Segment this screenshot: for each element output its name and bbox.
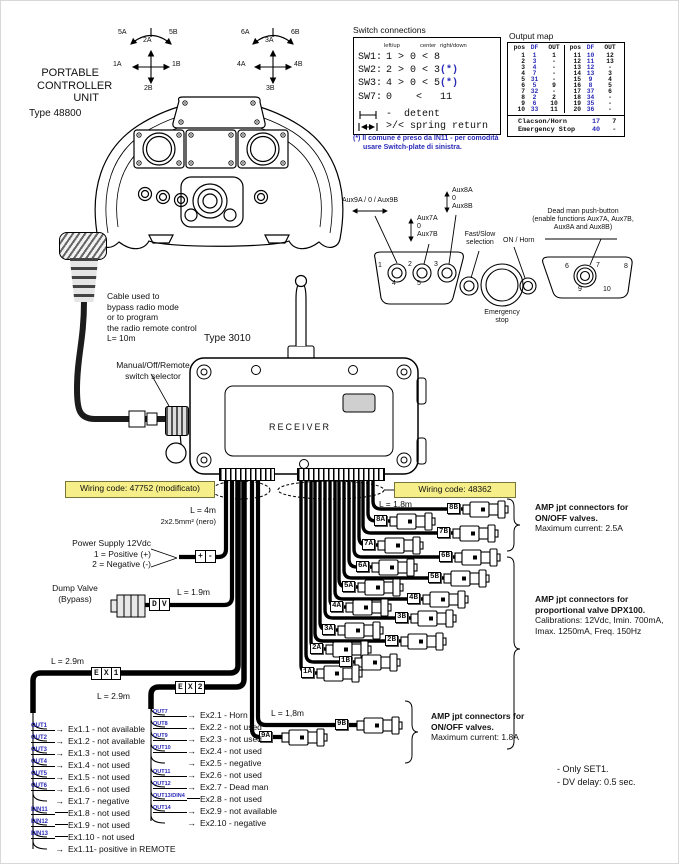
ex2-list-item: OUT12 → Ex2.7 - Dead man	[153, 781, 269, 792]
wiring-code-left-badge: Wiring code: 47752 (modificato)	[65, 481, 215, 498]
receiver-drawing	[190, 276, 426, 475]
wiring-code-right-badge: Wiring code: 48362	[394, 482, 516, 498]
aux9-label: Aux9A / 0 / Aux9B	[342, 197, 399, 204]
length-label-19: L = 1.9m	[177, 587, 210, 597]
output-map-row: 4 7 - 14 13 3	[521, 70, 612, 77]
wire-label-7b: 7B	[439, 528, 449, 536]
wire-label-8b: 8B	[449, 504, 459, 512]
ex1-list-item: OUT3 → Ex1.3 - not used	[31, 747, 130, 758]
joystick-label-1a: 1A	[113, 61, 122, 68]
joystick-label-6b: 6B	[291, 29, 300, 36]
valve-icon	[111, 595, 145, 617]
amp-note-proportional: AMP jpt connectors for proportional valve DPX100. Calibrations: 12Vdc, Imin. 700mA, Imax. 1250mA, Freq. 150Hz	[535, 594, 664, 636]
joystick-label-5a: 5A	[118, 29, 127, 36]
ex1-list-item: DIN13 Ex1.10 - not used	[31, 831, 135, 842]
plug-4b-icon	[423, 591, 468, 608]
plug-8b-icon	[463, 501, 508, 518]
output-map-row: 8 2 2 18 34 -	[521, 94, 612, 101]
output-map-header: pos DF OUT pos DF OUT	[513, 44, 616, 51]
sw-row: SW7: 0 < 11	[358, 92, 453, 103]
col-header-rightdown: right/down	[440, 43, 467, 49]
fast-slow-button-icon	[460, 277, 478, 295]
panel-number: 6	[565, 263, 569, 270]
footer-notes: - Only SET1. - DV delay: 0.5 sec.	[557, 764, 636, 787]
wire-label-1a: 1A	[303, 668, 313, 676]
ex1-list-item: DIN12 Ex1.9 - not used	[31, 819, 130, 830]
receiver-right-terminal-block	[297, 468, 385, 481]
legend-spring-return: >/< spring return	[358, 121, 488, 132]
plug-7b-icon	[453, 525, 498, 542]
spring-return-icon	[358, 122, 378, 132]
joystick-label-4b: 4B	[294, 61, 303, 68]
wire-label-5a: 5A	[344, 582, 354, 590]
ex1-list-item: OUT5 → Ex1.5 - not used	[31, 771, 130, 782]
length-label-29-ex2: L = 2.9m	[97, 691, 130, 701]
wire-label-8a: 8A	[376, 516, 386, 524]
output-map-row: 7 32 - 17 37 6	[521, 88, 612, 95]
output-map-table	[507, 42, 625, 137]
col-header-leftup: left/up	[384, 43, 400, 49]
ex2-list-item: OUT11 → Ex2.6 - not used	[153, 769, 262, 780]
switch-connections-table	[353, 37, 501, 135]
plug-5b-icon	[444, 570, 489, 587]
switch-connections-title: Switch connections	[353, 25, 426, 35]
dump-valve-note: Dump Valve (Bypass)	[52, 583, 98, 604]
ex2-connector-badge: E X 2	[175, 681, 205, 694]
output-map-title: Output map	[509, 31, 554, 41]
plug-7a-icon	[378, 537, 423, 554]
joystick-label-2b: 2B	[144, 85, 153, 92]
panel-number: 8	[624, 263, 628, 270]
ex1-list-item: OUT4 → Ex1.4 - not used	[31, 759, 130, 770]
plug-3a-icon	[338, 622, 383, 639]
plug-1b-icon	[355, 654, 400, 671]
legend-detent: - detent	[358, 109, 440, 120]
panel-number: 9	[578, 286, 582, 293]
ex2-list-item: OUT7 → Ex2.1 - Horn	[153, 709, 248, 720]
wire-label-7a: 7A	[364, 540, 374, 548]
wire-label-3b: 3B	[397, 613, 407, 621]
plug-4a-icon	[346, 599, 391, 616]
wire-label-9b: 9B	[337, 720, 347, 728]
page-title: PORTABLE CONTROLLER UNIT	[37, 67, 113, 104]
power-connector-badge: + -	[195, 550, 216, 563]
ex2-list-item: → Ex2.10 - negative	[187, 817, 267, 828]
output-map-row: 10 33 11 20 36 -	[517, 106, 612, 113]
panel-number: 4	[392, 280, 396, 287]
plug-3b-icon	[411, 610, 456, 627]
plug-5a-icon	[358, 579, 403, 596]
receiver-type-label: Type 3010	[204, 333, 251, 344]
controller-unit-drawing	[95, 97, 343, 249]
receiver-side-connector-icon	[165, 406, 189, 436]
on-horn-button-icon	[520, 278, 536, 294]
output-map-row: 9 6 10 19 35 -	[521, 100, 612, 107]
panel-number: 1	[378, 262, 382, 269]
joystick-label-3b: 3B	[266, 85, 275, 92]
plug-9b-icon	[357, 717, 402, 734]
plug-8a-icon	[390, 513, 435, 530]
plug-2b-icon	[401, 633, 446, 650]
emergency-stop-button-icon	[481, 264, 523, 306]
sw-row: SW1: 1 > 0 < 8	[358, 52, 441, 63]
length-label-4m: L = 4m	[190, 505, 216, 515]
ex1-connector-badge: E X 1	[91, 667, 121, 680]
wire-label-4a: 4A	[332, 602, 342, 610]
on-horn-label: ON / Horn	[503, 237, 535, 244]
ex2-list	[153, 709, 277, 829]
wire-label-4b: 4B	[409, 594, 419, 602]
joystick-label-3a: 3A	[265, 37, 274, 44]
plug-9a-icon	[282, 729, 327, 746]
brace-onoff-bottom-icon	[405, 701, 418, 763]
receiver-left-terminal-block	[219, 468, 275, 481]
aux7-label: Aux7A 0 Aux7B	[417, 215, 438, 238]
cable-plug-icon	[59, 232, 107, 260]
output-map-row: 2 3 - 12 11 13	[521, 58, 614, 65]
output-map-horn-row: Clacson/Horn 17 7	[518, 118, 617, 126]
aux8-label: Aux8A 0 Aux8B	[452, 187, 473, 210]
ex2-list-item: OUT10 → Ex2.4 - not used	[153, 745, 262, 756]
switch-footnote: (*) Il comune è preso da IN11 - per comodità usare Switch-plate di sinistra.	[353, 135, 499, 151]
wire-label-6a: 6A	[358, 562, 368, 570]
panel-number: 3	[434, 261, 438, 268]
panel-number: 7	[596, 262, 600, 269]
emergency-stop-label: Emergency stop	[484, 309, 520, 324]
ex2-list-item: OUT8 → Ex2.2 - not used	[153, 721, 262, 732]
brace-onoff-top-icon	[507, 499, 520, 551]
amp-note-onoff-top: AMP jpt connectors for ON/OFF valves. Maximum current: 2.5A	[535, 502, 629, 533]
ex2-list-item: → Ex2.5 - negative	[187, 757, 262, 768]
sw-row: SW3: 4 > 0 < 5 (*)	[358, 78, 459, 89]
joystick-label-5b: 5B	[169, 29, 178, 36]
output-map-estop-row: Emergency Stop 40 -	[518, 126, 617, 134]
spec-label-nero: 2x2.5mm² (nero)	[160, 517, 216, 526]
wire-label-5b: 5B	[430, 573, 440, 581]
detent-icon	[358, 110, 378, 120]
wire-label-2a: 2A	[312, 644, 322, 652]
ex1-list-item: OUT6 → Ex1.6 - not used	[31, 783, 130, 794]
joystick-label-1b: 1B	[172, 61, 181, 68]
wire-label-3a: 3A	[324, 625, 334, 633]
length-label-18-bottom: L = 1,8m	[271, 708, 304, 718]
fast-slow-label: Fast/Slow selection	[464, 231, 496, 246]
dump-valve-connector-badge: D V	[149, 598, 170, 611]
amp-note-onoff-bottom: AMP jpt connectors for ON/OFF valves. Maximum current: 1.8A	[431, 711, 525, 742]
cable-note: Cable used to bypass radio mode or to program the radio remote control L= 10m	[107, 291, 197, 343]
wire-label-9a: 9A	[261, 732, 271, 740]
output-map-row: 6 5 9 16 8 5	[521, 82, 612, 89]
ex2-list-item: OUT14 → Ex2.9 - not available	[153, 805, 278, 816]
power-supply-note: Power Supply 12Vdc 1 = Positive (+) 2 = Negative (-)	[72, 538, 151, 569]
length-label-29-ex1: L = 2.9m	[51, 656, 84, 666]
divider	[508, 115, 624, 116]
plug-1a-icon	[317, 665, 362, 682]
panel-number: 10	[603, 286, 611, 293]
antenna-icon	[296, 283, 306, 346]
output-map-row: 1 1 1 11 10 12	[521, 52, 614, 59]
ex1-list-item: OUT2 → Ex1.2 - not available	[31, 735, 146, 746]
ex1-list-item: OUT1 → Ex1.1 - not available	[31, 723, 146, 734]
joystick-label-4a: 4A	[237, 61, 246, 68]
ex1-list-item: → Ex1.7 - negative	[55, 795, 130, 806]
joystick-label-2a: 2A	[143, 37, 152, 44]
plug-6b-icon	[455, 549, 500, 566]
receiver-label: RECEIVER	[269, 422, 332, 432]
controller-type-label: Type 48800	[29, 108, 82, 119]
dead-man-label: Dead man push-button (enable functions Aux7A, Aux7B, Aux8A and Aux8B)	[532, 208, 634, 231]
output-map-row: 3 4 - 13 12 -	[521, 64, 612, 71]
sw-row: SW2: 2 > 0 < 3 (*)	[358, 65, 459, 76]
controller-bottom-view-drawing	[375, 252, 633, 306]
wire-label-2b: 2B	[387, 636, 397, 644]
ex2-list-item: OUT9 → Ex2.3 - not used	[153, 733, 262, 744]
selector-note: Manual/Off/Remote switch selector	[116, 360, 190, 381]
length-label-18-top: L = 1,8m	[379, 499, 412, 509]
wire-label-6b: 6B	[441, 552, 451, 560]
ex2-list-item: OUT13/DIN4 Ex2.8 - not used	[153, 793, 262, 804]
plug-6a-icon	[372, 559, 417, 576]
joystick-label-6a: 6A	[241, 29, 250, 36]
output-map-row: 5 31 - 15 9 4	[521, 76, 612, 83]
wire-label-1b: 1B	[341, 657, 351, 665]
ex1-list-item: → Ex1.11- positive in REMOTE	[55, 843, 176, 854]
ex1-list-item: DIN11 Ex1.8 - not used	[31, 807, 130, 818]
panel-number: 2	[408, 261, 412, 268]
panel-number: 5	[417, 280, 421, 287]
col-header-center: center	[420, 43, 437, 49]
